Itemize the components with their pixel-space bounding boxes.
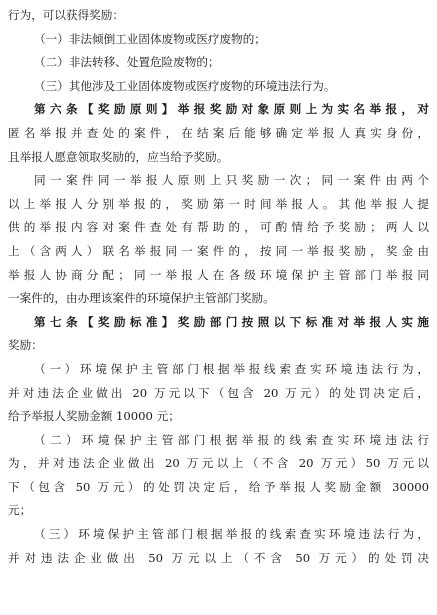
article-6-heading-line (8, 98, 429, 122)
text-line: 为，并对违法企业做出 20 万元以上（不含 20 万元）50 万元以 (8, 456, 429, 471)
text-line: 以上举报人分别举报的，奖励第一时间举报人。其他举报人提 (8, 196, 429, 211)
text-line: 奖励： (8, 338, 43, 353)
text-line: 同一案件同一举报人原则上只奖励一次；同一案件由两个 (34, 173, 429, 188)
text-line: 匿名举报并查处的案件，在结案后能够确定举报人真实身份， (8, 125, 429, 140)
text-line: 元； (8, 503, 32, 518)
text-line: （三）其他涉及工业固体废物或医疗废物的环境违法行为。 (34, 78, 336, 93)
article-7-heading-line (8, 311, 429, 335)
text-line: 供的举报内容对案件查处有帮助的，可酌情给予奖励；两人以 (8, 220, 429, 235)
text-line: 上（含两人）联名举报同一案件的，按同一举报奖励，奖金由 (8, 243, 429, 258)
article-6-title: 第六条【奖励原则】举报奖励对象原则上为实名举报，对 (34, 102, 429, 117)
text-line: 下（包含 50 万元）的处罚决定后，给予举报人奖励金额 30000 (8, 479, 429, 494)
article-7-title: 第七条【奖励标准】奖励部门按照以下标准对举报人实施 (34, 314, 429, 329)
text-line: 并对违法企业做出 20 万元以下（包含 20 万元）的处罚决定后， (8, 385, 429, 400)
text-line: （二）非法转移、处置危险废物的； (34, 55, 220, 70)
text-line: （一）环境保护主管部门根据举报线索查实环境违法行为， (34, 361, 429, 376)
text-line: 举报人协商分配；同一举报人在各级环境保护主管部门举报同 (8, 267, 429, 282)
text-line: 一案件的，由办理该案件的环境保护主管部门奖励。 (8, 291, 275, 306)
text-line: 行为，可以获得奖励： (8, 8, 124, 22)
text-line: 给予举报人奖励金额 10000 元； (8, 409, 180, 424)
text-line: （三）环境保护主管部门根据举报的线索查实环境违法行为， (34, 527, 429, 542)
text-line: （二）环境保护主管部门根据举报的线索查实环境违法行 (34, 432, 429, 447)
text-line: 并对违法企业做出 50 万元以上（不含 50 万元）的处罚决 (8, 550, 429, 565)
text-line: 且举报人愿意领取奖励的，应当给予奖励。 (8, 149, 229, 164)
text-line: （一）非法倾倒工业固体废物或医疗废物的； (34, 31, 266, 46)
